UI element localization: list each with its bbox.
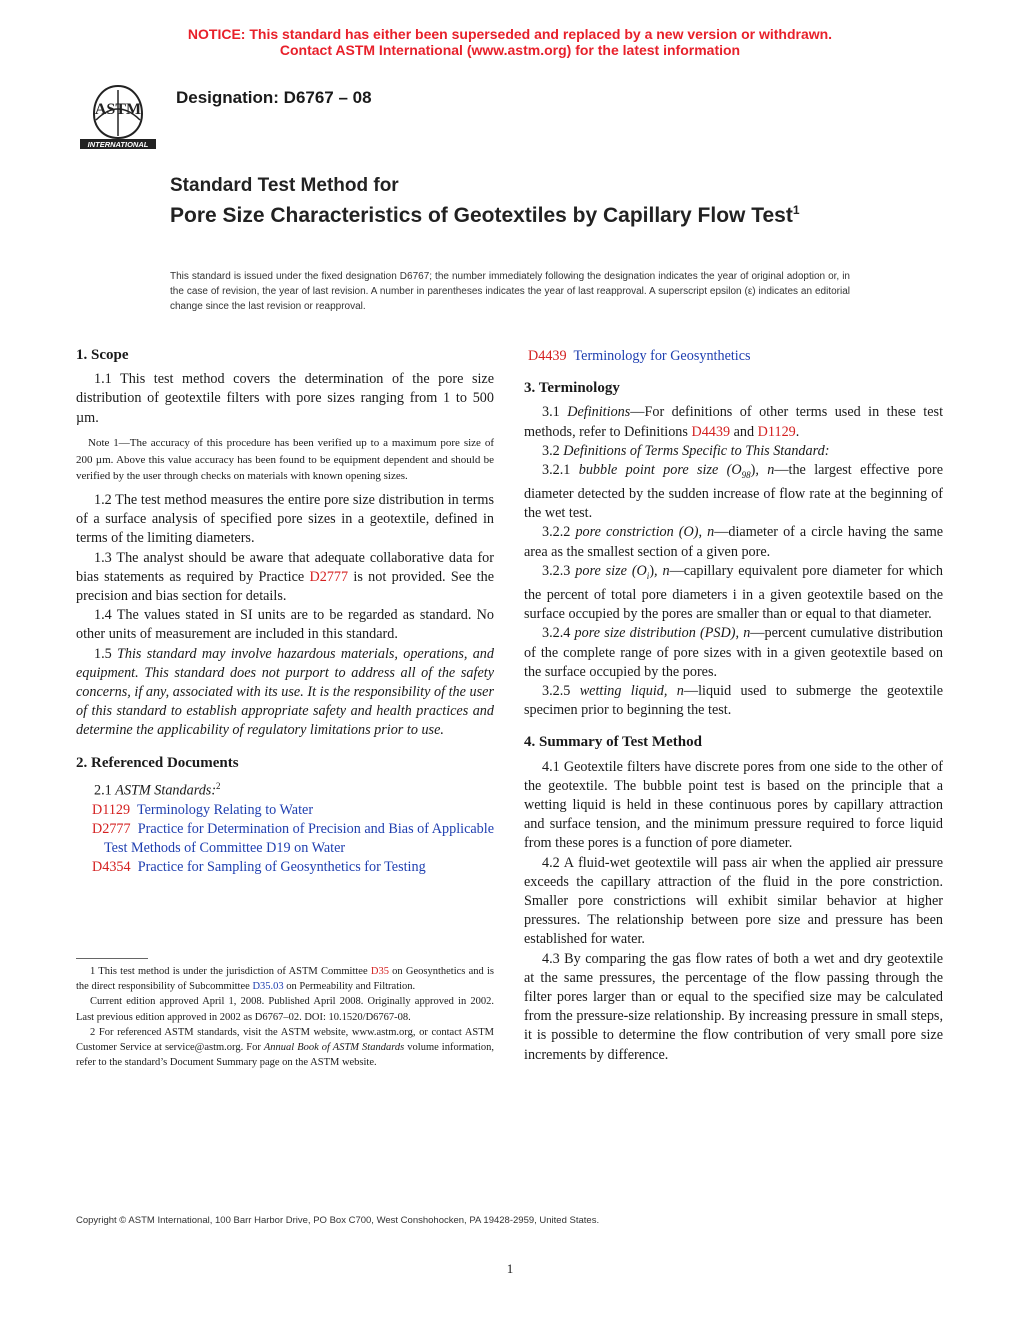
p1-3-text-end: is not provided. See the precision and bias section for details.	[76, 568, 495, 604]
definition-3-2-2	[524, 523, 943, 561]
ref-code[interactable]: D1129	[92, 801, 131, 818]
definition-3-2-5	[524, 682, 943, 720]
ref-item-d1129[interactable]	[76, 801, 494, 820]
paragraph-1-1: 1.1 This test method covers the determination of the pore size distribution of geotextile filters with pore sizes ranging from 1 to 500 µm.	[76, 371, 494, 426]
logo-text: ASTM	[94, 101, 142, 118]
section-heading-summary: 4. Summary of Test Method	[524, 734, 702, 751]
p2-1-sup: 2	[216, 780, 221, 791]
section-heading-referenced-documents: 2. Referenced Documents	[76, 754, 239, 771]
d1-n: , n	[755, 462, 775, 479]
d5-term: wetting liquid	[579, 682, 664, 699]
section-heading-scope: 1. Scope	[76, 347, 129, 363]
paragraph-4-2: 4.2 A fluid-wet geotextile will pass air when the applied air pressure exceeds the capillary attraction of the fluid in the pore constriction. Smaller pore constrictions will exhibit similar behavior at higher pressures. The relationship between pore size and pressure has been established for water.	[524, 854, 943, 948]
p2-1-num: 2.1	[94, 782, 116, 799]
paragraph-4-1: 4.1 Geotextile filters have discrete pores from one side to the other of the geotextile. The bubble point test is based on the principle that a wetting liquid is held in these continuous pores by capillary attraction and surface tension, and the minimum pressure required to force liquid from these pores is a function of pore diameter.	[524, 758, 943, 852]
title-footnote-mark: 1	[792, 203, 800, 217]
note-1: Note 1—The accuracy of this procedure has been verified up to a maximum pore size of 200 µm. Above this value accuracy has been found to be equipment dependent and should be verified by the user through checks on materials with known opening sizes.	[76, 436, 494, 483]
footnote-1-edition: Current edition approved April 1, 2008. Published April 2008. Originally approved in 2002. Last previous edition approved in 2002 as D6767–02. DOI: 10.1520/D6767-08.	[76, 996, 494, 1023]
ref-item-d2777[interactable]	[76, 820, 494, 858]
paragraph-1-5	[76, 645, 494, 741]
fn1-text: 1 This test method is under the jurisdiction of ASTM Committee	[90, 966, 371, 977]
fn2-text-end: volume information, refer to the standard’s Document Summary page on the ASTM website.	[76, 1042, 494, 1069]
page-number: 1	[506, 1261, 514, 1276]
d2-def: —diameter of a circle having the same area as the smallest section of a given pore.	[524, 524, 944, 560]
d2-n: , n	[698, 524, 715, 541]
footnote-1	[76, 964, 494, 994]
title-line-1: Standard Test Method for	[170, 175, 399, 196]
withdrawn-notice	[0, 26, 1020, 58]
ref-code[interactable]: D4439	[528, 348, 567, 364]
footnote-divider	[76, 958, 148, 959]
paragraph-1-2: 1.2 The test method measures the entire pore size distribution in terms of a surface analysis of specified pore sizes in a geotextile, defined in terms of the limiting diameters.	[76, 491, 494, 547]
footnote-2	[76, 1025, 494, 1071]
link-d35-03[interactable]: D35.03	[252, 981, 284, 993]
d1-close: )	[750, 462, 756, 479]
ref-title[interactable]: Practice for Sampling of Geosynthetics for Testing	[137, 859, 426, 876]
definition-3-2-4	[524, 624, 943, 682]
paragraph-1-4: 1.4 The values stated in SI units are to be regarded as standard. No other units of measurement are included in this standard.	[76, 607, 494, 643]
d3-n: , n	[654, 562, 670, 579]
ref-item-d4439[interactable]	[524, 347, 943, 366]
d1-term: bubble point pore size (O	[578, 462, 742, 479]
p1-3-text: 1.3 The analyst should be aware that adequate collaborative data for bias statements as required by Practice	[76, 549, 494, 585]
link-d35[interactable]: D35	[370, 966, 389, 977]
link-d2777[interactable]: D2777	[309, 568, 349, 585]
definition-3-2-1	[524, 461, 943, 523]
paragraph-3-2	[524, 442, 943, 461]
footnotes	[76, 964, 494, 1070]
d4-num: 3.2.4	[542, 625, 575, 642]
left-column	[76, 346, 494, 878]
ref-title[interactable]: Terminology for Geosynthetics	[573, 348, 751, 364]
ref-title[interactable]: Terminology Relating to Water	[136, 801, 314, 818]
d3-term: pore size (O	[575, 562, 647, 579]
ref-title[interactable]: Practice for Determination of Precision and Bias of Applicable Test Methods of Committee D19 on Water	[104, 820, 495, 857]
title-text: Pore Size Characteristics of Geotextiles by Capillary Flow Test	[170, 204, 793, 227]
d1-def: —the largest effective pore diameter detected by the sudden increase of flow rate at the beginning of the wet test.	[524, 462, 944, 522]
p3-1-and: and	[730, 423, 758, 440]
d4-term: pore size distribution (PSD)	[574, 625, 736, 642]
link-d4439[interactable]: D4439	[691, 423, 731, 440]
p1-5-text: This standard may involve hazardous materials, operations, and equipment. This standard does not purport to address all of the safety concerns, if any, associated with its use. It is the responsibility of the user of this standard to establish appropriate safety and health practices and determine the applicability of regulatory limitations prior to use.	[76, 645, 494, 739]
paragraph-4-3: 4.3 By comparing the gas flow rates of both a wet and dry geotextile at the same pressures, the percentage of the flow passing through the filter pores larger than or equal to the specified size may be calculated from the pressure-size relationship. By increasing pressure in small steps, it is possible to determine the flow contribution of very small pore size increments by difference.	[524, 950, 943, 1063]
ref-item-d4354[interactable]	[76, 858, 494, 877]
section-heading-terminology: 3. Terminology	[524, 380, 620, 397]
p2-1-text: ASTM Standards:	[115, 782, 217, 799]
p3-1-num: 3.1	[542, 404, 568, 421]
d1-num: 3.2.1	[542, 462, 579, 479]
d2-term: pore constriction (O)	[575, 524, 699, 541]
title-line-2	[170, 198, 820, 228]
d3-sub: i	[646, 570, 650, 581]
designation: Designation: D6767 – 08	[176, 88, 372, 107]
paragraph-1-3	[76, 549, 494, 607]
d5-num: 3.2.5	[542, 682, 580, 699]
ref-code[interactable]: D2777	[92, 820, 131, 837]
p3-2-num: 3.2	[542, 442, 564, 459]
d4-n: , n	[735, 625, 751, 642]
d1-sub: 98	[741, 469, 751, 480]
issue-note: This standard is issued under the fixed designation D6767; the number immediately following the designation indicates the year of original adoption or, in the case of revision, the year of last revision. A number in parentheses indicates the year of last reapproval. A superscript epsilon (ε) indicates an editorial change since the last revision or reapproval.	[170, 271, 850, 313]
d5-n: , n	[663, 682, 684, 699]
notice-line-2: Contact ASTM International (www.astm.org) for the latest information	[279, 42, 741, 58]
logo-subtext: INTERNATIONAL	[87, 140, 149, 149]
d3-def: —capillary equivalent pore diameter for which the percent of total pore diameters i in a given geotextile based on the surface occupied by the pores are smaller than or equal to that diameter.	[524, 562, 944, 623]
fn1-text-end: on Permeability and Filtration.	[283, 981, 416, 993]
fn2-italic: Annual Book of ASTM Standards	[263, 1042, 405, 1054]
paragraph-3-1	[524, 403, 943, 441]
astm-logo-icon	[74, 80, 162, 150]
fn2-text: 2 For referenced ASTM standards, visit the ASTM website, www.astm.org, or contact ASTM Customer Service at service@astm.org. For	[76, 1026, 494, 1054]
definition-3-2-3	[524, 562, 943, 624]
p3-1-text: —For definitions of other terms used in these test methods, refer to Definitions	[524, 404, 944, 440]
d3-num: 3.2.3	[542, 562, 576, 579]
notice-line-1: NOTICE: This standard has either been superseded and replaced by a new version or withdrawn.	[187, 26, 833, 42]
link-d1129[interactable]: D1129	[757, 423, 796, 440]
p3-2-term: Definitions of Terms Specific to This Standard:	[563, 442, 830, 459]
document-title	[170, 174, 890, 228]
right-column	[524, 347, 943, 1065]
p1-5-num: 1.5	[94, 645, 117, 662]
p3-1-end: .	[795, 423, 800, 440]
paragraph-2-1	[76, 777, 494, 801]
fn1-text-mid: on Geosynthetics and is the direct responsibility of Subcommittee	[76, 966, 495, 993]
d4-def: —percent cumulative distribution of the complete range of pore sizes with in a given geotextile based on the surface occupied by the pores.	[524, 625, 944, 680]
d3-close: )	[649, 562, 655, 579]
copyright-footer: Copyright © ASTM International, 100 Barr Harbor Drive, PO Box C700, West Conshohocken, PA 19428-2959, United States.	[76, 1215, 600, 1226]
d2-num: 3.2.2	[542, 524, 576, 541]
d5-def: —liquid used to submerge the geotextile specimen prior to beginning the test.	[524, 682, 943, 719]
ref-code[interactable]: D4354	[92, 859, 131, 876]
p3-1-term: Definitions	[567, 404, 631, 421]
